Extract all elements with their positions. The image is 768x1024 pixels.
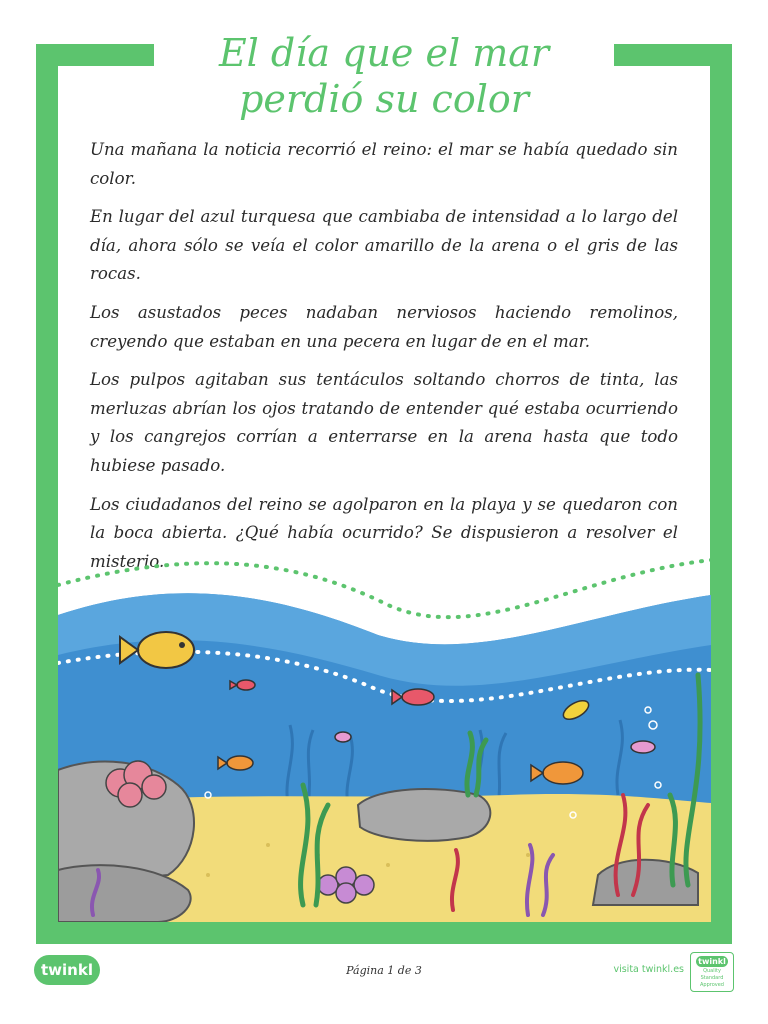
underwater-illustration [58,555,711,922]
paragraph: Los pulpos agitaban sus tentáculos soltando chorros de tinta, las merluzas abrían los ojos tratando de entender qué estaba ocurriendo y los cangrejos corrían a enterrarse en la arena hasta que todo hubiese pasado. [90,370,678,475]
visit-link[interactable]: visita twinkl.es [613,964,684,975]
badge-text: Quality Standard Approved [700,968,724,988]
title-line-2: perdió su color [239,77,529,121]
frame-top-right [614,44,732,66]
quality-badge [690,952,734,992]
paragraph: Los asustados peces nadaban nerviosos haciendo remolinos, creyendo que estaban en una pecera en lugar de en el mar. [90,302,678,351]
title-line-1: El día que el mar [218,31,550,75]
twinkl-logo: twinkl [34,955,100,985]
story-body [90,136,678,586]
paragraph: Una mañana la noticia recorrió el reino: el mar se había quedado sin color. [90,140,678,188]
paragraph: En lugar del azul turquesa que cambiaba de intensidad a lo largo del día, ahora sólo se veía el color amarillo de la arena o el gris de las rocas. [90,207,678,284]
frame-top-left [36,44,154,66]
story-title [150,30,618,122]
rock-right [593,860,698,905]
paragraph: Los ciudadanos del reino se agolparon en la playa y se quedaron con la boca abierta. ¿Qué había ocurrido? Se dispusieron a resolver el misterio. [90,494,678,571]
page-number: Página 1 de 3 [346,964,422,977]
rock-middle [358,789,490,841]
badge-brand: twinkl [696,956,728,967]
